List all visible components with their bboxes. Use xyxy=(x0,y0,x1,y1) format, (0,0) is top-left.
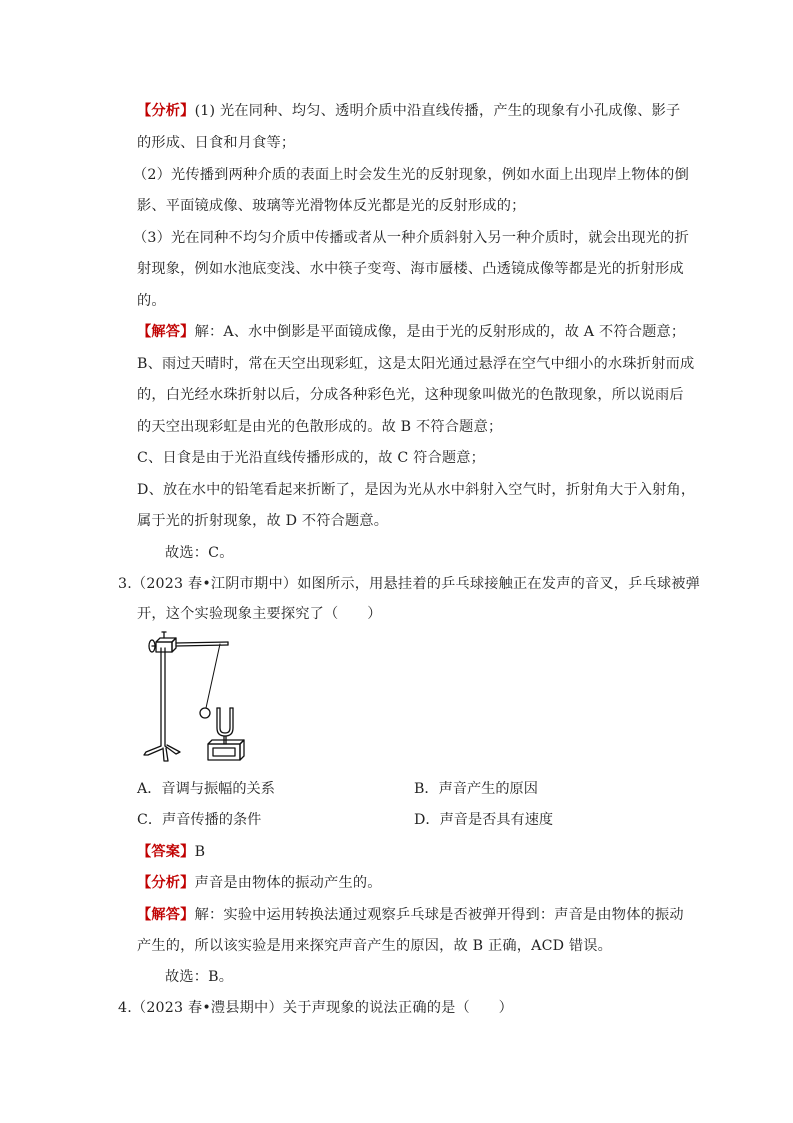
q3-choose: 故选：B。 xyxy=(165,969,234,985)
analysis-tag: 【分析】 xyxy=(137,103,195,119)
solution-line-6: D、放在水中的铅笔看起来折断了，是因为光从水中斜射入空气时，折射角大于入射角， xyxy=(137,482,696,498)
solution-line-1 xyxy=(137,322,685,342)
tuning-fork-figure xyxy=(140,628,260,768)
q3-solution-text: 解：实验中运用转换法通过观察乒乓球是否被弹开得到：声音是由物体的振动 xyxy=(194,907,684,923)
question-3-line-2: 开，这个实验现象主要探究了（ ） xyxy=(137,606,382,622)
answer-tag: 【答案】 xyxy=(137,844,195,860)
analysis-line-7: 的。 xyxy=(137,293,166,309)
analysis-line-6: 射现象，例如水池底变浅、水中筷子变弯、海市蜃楼、凸透镜成像等都是光的折射形成 xyxy=(137,261,684,277)
tripod-base xyxy=(144,745,180,761)
q3-analysis-tag: 【分析】 xyxy=(137,875,195,891)
thread xyxy=(206,644,220,708)
answer-value: B xyxy=(194,844,206,860)
q3-solution-tag: 【解答】 xyxy=(137,907,195,923)
option-d[interactable]: D．声音是否具有速度 xyxy=(414,812,554,828)
clamp-box xyxy=(149,632,176,652)
question-3-line-1: 3.（2023 春•江阴市期中）如图所示，用悬挂着的乒乓球接触正在发声的音叉，乒乓球被弹 xyxy=(118,576,701,592)
stand-pole xyxy=(161,648,165,746)
option-b[interactable]: B．声音产生的原因 xyxy=(414,781,538,797)
analysis-line-1 xyxy=(137,101,680,121)
solution-line-5: C、日食是由于光沿直线传播形成的，故 C 符合题意； xyxy=(137,450,486,466)
solution-line-4: 的天空出现彩虹是由光的色散形成的。故 B 不符合题意； xyxy=(137,419,503,435)
tuning-fork xyxy=(217,708,233,744)
q3-solution-line-1 xyxy=(137,905,684,925)
solution-text: 解：A、水中倒影是平面镜成像，是由于光的反射形成的，故 A 不符合题意； xyxy=(194,324,686,340)
answer-line xyxy=(137,842,205,862)
analysis-line-5: （3）光在同种不均匀介质中传播或者从一种介质斜射入另一种介质时，就会出现光的折 xyxy=(133,230,689,246)
option-a[interactable]: A．音调与振幅的关系 xyxy=(137,781,275,797)
solution-line-2: B、雨过天晴时，常在天空出现彩虹，这是太阳光通过悬浮在空气中细小的水珠折射而成 xyxy=(137,356,695,372)
solution-tag: 【解答】 xyxy=(137,324,195,340)
analysis-line-4: 影、平面镜成像、玻璃等光滑物体反光都是光的反射形成的； xyxy=(137,198,526,214)
analysis-line-3: （2）光传播到两种介质的表面上时会发生光的反射现象，例如水面上出现岸上物体的倒 xyxy=(133,167,689,183)
analysis-line-2: 的形成、日食和月食等； xyxy=(137,135,296,151)
option-c[interactable]: C．声音传播的条件 xyxy=(137,812,262,828)
q3-analysis-text: 声音是由物体的振动产生的。 xyxy=(194,875,382,891)
ping-pong-ball xyxy=(200,708,210,718)
solution-choose: 故选：C。 xyxy=(165,545,234,561)
analysis-text: (1) 光在同种、均匀、透明介质中沿直线传播，产生的现象有小孔成像、影子 xyxy=(194,103,681,119)
q3-solution-line-2: 产生的，所以该实验是用来探究声音产生的原因，故 B 正确，ACD 错误。 xyxy=(137,938,613,954)
solution-line-3: 的，白光经水珠折射以后，分成各种彩色光，这种现象叫做光的色散现象，所以说雨后 xyxy=(137,387,684,403)
q3-analysis-line xyxy=(137,873,382,893)
solution-line-7: 属于光的折射现象，故 D 不符合题意。 xyxy=(137,513,389,529)
question-4-line-1: 4.（2023 春•澧县期中）关于声现象的说法正确的是（ ） xyxy=(118,1000,514,1016)
